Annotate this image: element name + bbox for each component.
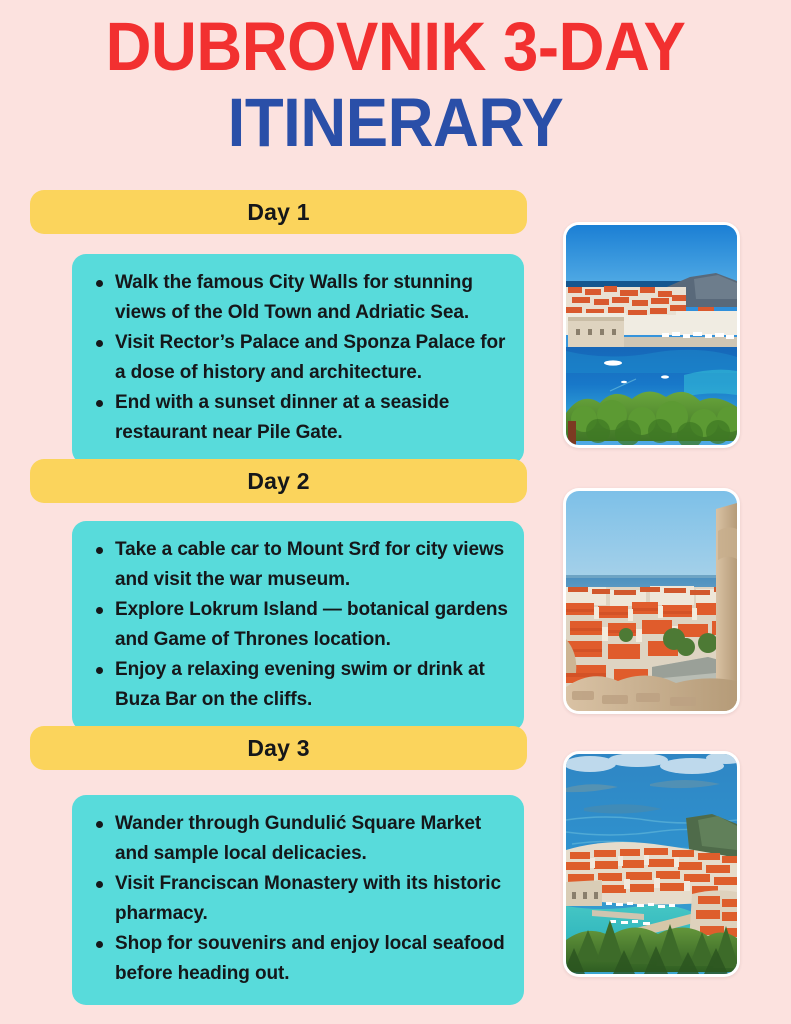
photo-frame-2 <box>563 488 740 714</box>
photo-old-town-rooftops <box>566 491 737 711</box>
day-bullet-list-2 <box>84 535 508 715</box>
photo-frame-1 <box>563 222 740 448</box>
photo-frame-3 <box>563 751 740 977</box>
photo-alt-1 <box>566 225 567 226</box>
day-label-1: Day 1 <box>247 198 310 225</box>
day-header-3 <box>30 726 527 770</box>
photo-alt-2 <box>566 491 567 492</box>
title-line-secondary: ITINERARY <box>227 84 564 162</box>
photo-aerial-mount-srd <box>566 754 737 974</box>
list-item: Take a cable car to Mount Srđ for city views and visit the war museum. <box>84 535 508 595</box>
itinerary-content <box>0 190 791 1024</box>
day-header-2 <box>30 459 527 503</box>
list-item: Visit Rector’s Palace and Sponza Palace for a dose of history and architecture. <box>84 328 508 388</box>
list-item: Wander through Gundulić Square Market and sample local delicacies. <box>84 809 508 869</box>
day-card-3 <box>72 795 524 1005</box>
page-title <box>0 0 791 162</box>
list-item: Shop for souvenirs and enjoy local seafood before heading out. <box>84 929 508 989</box>
title-line-primary: DUBROVNIK 3-DAY <box>105 8 686 85</box>
list-item: Enjoy a relaxing evening swim or drink at Buza Bar on the cliffs. <box>84 655 508 715</box>
photo-alt-3 <box>566 754 567 755</box>
day-label-2: Day 2 <box>247 467 310 494</box>
list-item: Visit Franciscan Monastery with its historic pharmacy. <box>84 869 508 929</box>
day-card-2 <box>72 521 524 731</box>
list-item: End with a sunset dinner at a seaside restaurant near Pile Gate. <box>84 388 508 448</box>
day-section-2 <box>30 459 527 731</box>
day-section-1 <box>30 190 527 464</box>
day-card-1 <box>72 254 524 464</box>
photo-dubrovnik-harbour <box>566 225 737 445</box>
list-item: Walk the famous City Walls for stunning views of the Old Town and Adriatic Sea. <box>84 268 508 328</box>
day-bullet-list-1 <box>84 268 508 448</box>
day-header-1 <box>30 190 527 234</box>
list-item: Explore Lokrum Island — botanical gardens and Game of Thrones location. <box>84 595 508 655</box>
day-section-3 <box>30 726 527 1005</box>
photos-column <box>563 222 740 1017</box>
day-label-3: Day 3 <box>247 734 310 761</box>
day-bullet-list-3 <box>84 809 508 989</box>
